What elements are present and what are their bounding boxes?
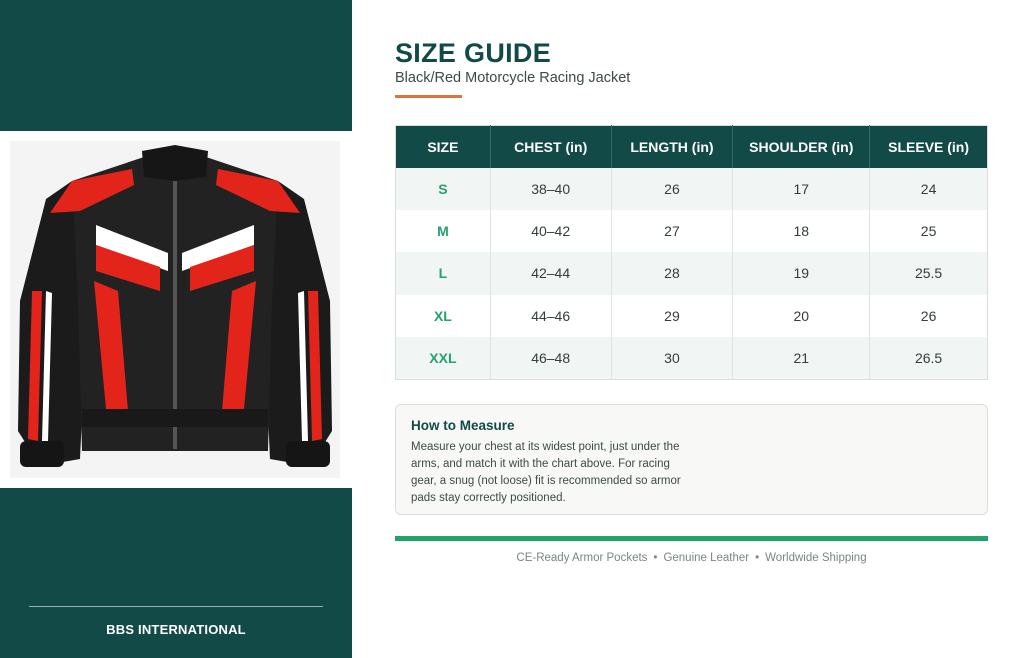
footer-item-armor: CE-Ready Armor Pockets <box>516 552 648 564</box>
header-sleeve: SLEEVE (in) <box>870 126 988 168</box>
length-cell: 29 <box>611 295 733 337</box>
chest-cell: 38–40 <box>490 168 611 210</box>
sleeve-cell: 25.5 <box>870 252 988 294</box>
title-accent-bar <box>395 95 462 98</box>
table-header-row <box>396 126 988 168</box>
page-title: SIZE GUIDE <box>395 38 552 68</box>
shoulder-cell: 20 <box>733 295 870 337</box>
chest-cell: 40–42 <box>490 210 611 252</box>
size-chart-table <box>395 125 988 380</box>
product-photo <box>10 141 340 478</box>
chest-cell: 44–46 <box>490 295 611 337</box>
table-row <box>396 168 988 210</box>
length-cell: 27 <box>611 210 733 252</box>
footer-divider <box>395 536 988 541</box>
sleeve-cell: 24 <box>870 168 988 210</box>
length-cell: 30 <box>611 337 733 379</box>
footer-item-shipping: Worldwide Shipping <box>765 552 867 564</box>
footer-item-leather: Genuine Leather <box>663 552 750 564</box>
footer-separator: • <box>755 552 760 564</box>
shoulder-cell: 17 <box>733 168 870 210</box>
length-cell: 28 <box>611 252 733 294</box>
left-panel <box>0 0 352 658</box>
shoulder-cell: 19 <box>733 252 870 294</box>
sleeve-cell: 25 <box>870 210 988 252</box>
header-shoulder: SHOULDER (in) <box>733 126 870 168</box>
size-cell: XXL <box>396 337 491 379</box>
chest-cell: 46–48 <box>490 337 611 379</box>
product-subtitle: Black/Red Motorcycle Racing Jacket <box>395 70 631 86</box>
size-cell: L <box>396 252 491 294</box>
header-chest: CHEST (in) <box>490 126 611 168</box>
footer-separator: • <box>653 552 658 564</box>
size-cell: XL <box>396 295 491 337</box>
table-row <box>396 252 988 294</box>
how-to-measure-text: Measure your chest at its widest point, just under the arms, and match it with the chart above. For racing gear, a snug (not loose) fit is recommended so armor pads stay correctly positioned. <box>411 441 681 504</box>
brand-divider <box>29 606 323 607</box>
motorcycle-jacket-image <box>10 141 340 478</box>
size-cell: M <box>396 210 491 252</box>
sleeve-cell: 26 <box>870 295 988 337</box>
table-row <box>396 210 988 252</box>
size-cell: S <box>396 168 491 210</box>
brand-name: BBS INTERNATIONAL <box>106 622 246 637</box>
header-length: LENGTH (in) <box>611 126 733 168</box>
header-size: SIZE <box>396 126 491 168</box>
sleeve-cell: 26.5 <box>870 337 988 379</box>
product-photo-frame <box>0 131 352 488</box>
how-to-measure-title: How to Measure <box>411 418 515 433</box>
length-cell: 26 <box>611 168 733 210</box>
shoulder-cell: 18 <box>733 210 870 252</box>
chest-cell: 42–44 <box>490 252 611 294</box>
how-to-measure-box <box>395 404 988 515</box>
table-row <box>396 337 988 379</box>
table-row <box>396 295 988 337</box>
footer-features <box>395 552 988 564</box>
shoulder-cell: 21 <box>733 337 870 379</box>
